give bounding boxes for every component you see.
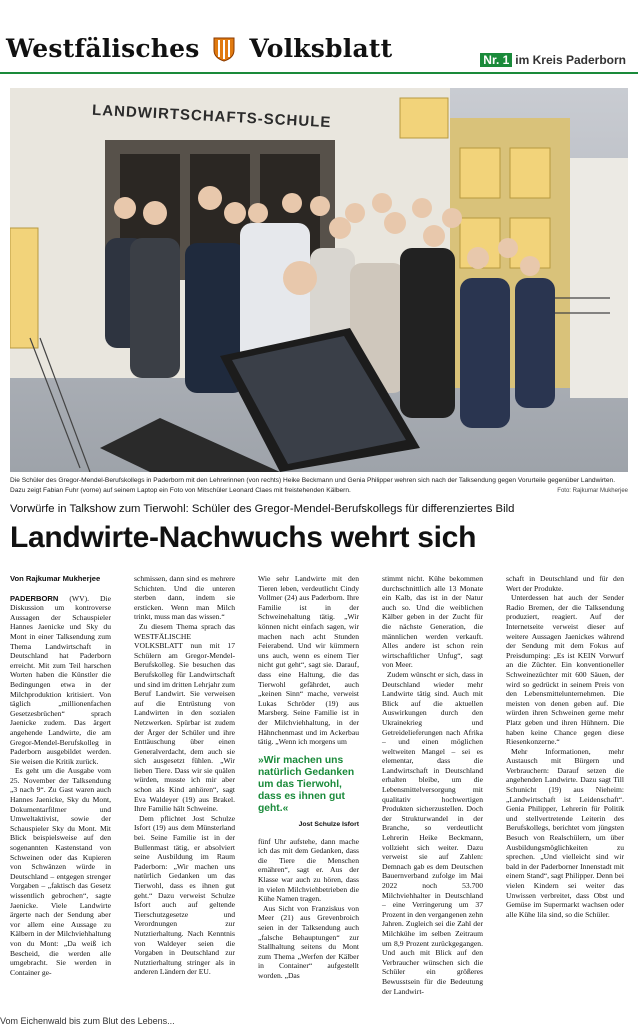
number-one-badge: Nr. 1 (480, 53, 512, 67)
title-right: Volksblatt (249, 34, 393, 63)
paragraph: Aus Sicht von Franziskus von Meer (21) aus Grevenbroich seien in der Talksendung auch „falsche Behauptungen“ zur Stallhaltung seitens du Mont zum Thema „Werfen der Kälber in Container“ aufgestellt worden. „Das (258, 903, 359, 980)
paragraph: Dem pflichtet Jost Schulze Isfort (19) aus dem Münsterland bei. Seine Familie ist in der Bullenmast tätig, er absolviert seine Ausbildung im Raum Paderborn: „Wir machen uns natürlich Gedanken um das Tierwohl, dass es ihnen gut geht.“ Dazu verweist Schulze Isfort auch auf geltende Tierschutzgesetze und Verordnungen zur Nutztierhaltung. Nach Kenntnis von Waldeyer seien die Vorgaben in Deutschland zur Nutztierhaltung stringer als in anderen Ländern der EU. (134, 813, 235, 977)
crest-icon (212, 36, 236, 62)
photo-caption: Die Schüler des Gregor-Mendel-Berufskollegs in Paderborn mit den Lehrerinnen (von rechts) Heike Beckmann und Genia Philipper wehren sich nach der Talksendung gegen Vorurteile gegenüber Landwirten. Dazu zeigt Fabian Fuhr (vorne) auf seinem Laptop ein Foto von Mitschüler Leonard Claes mit freistehenden Kälbern. (10, 477, 616, 494)
column-5 (506, 574, 624, 919)
paragraph: Wie sehr Landwirte mit den Tieren leben, verdeutlicht Cindy Vollmer (24) aus Paderborn. Ihre Familie ist in der Schweinehaltung tätig. „Wir können nicht einfach sagen, wir machen nach acht Stunden Feierabend. Und wir kümmern uns auch, wenn es einem Tier nicht gut geht“, sagt sie. Darauf, dass eine Haltung, die das Tierwohl gefährdet, auch „keinen Sinn“ mache, verweist Lukas Schröder (19) aus Marsberg. Seine Familie ist in der Milchviehhaltung, in der Hähnchenmast und im Ackerbau tätig. „Wenn ich morgens um (258, 574, 359, 747)
pull-quote-author: Jost Schulze Isfort (298, 820, 359, 828)
paragraph: Zudem wünscht er sich, dass in Deutschland wieder mehr Landwirte tätig sind. Auch mit Blick auf die aktuellen Auswirkungen durch den Ukrainekrieg und Getreidelieferungen nach Afrika – und einen möglichen weltweiten Mangel – sei es elementar, dass die Landwirtschaft in Deutschland erhalten bleibe, um die Lebensmittelversorgung mit qualitativ hochwertigen Produkten sicherzustellen. Doch der Strukturwandel in der Branche, so verdeutlicht Lehrerin Heike Beckmann, vollzieht sich weiter. Dazu verweist sie auf Zahlen: Demnach gab es dem Deutschen Bauernverband zufolge im Mai 2022 noch 53.700 Milchviehhalter in Deutschland – eine Verringerung um 37 Prozent in den vergangenen zehn Jahren. Zugleich sei die Zahl der Milchkühe im selben Zeitraum um 8,9 Prozent zurückgegangen. Und auch mit Blick auf den Verbraucher wünschen sich die Schüler ein größeres Bewusstsein für die Bedeutung der Landwirt- (382, 669, 483, 996)
paragraph: schaft in Deutschland und für den Wert der Produkte. (506, 574, 624, 593)
paragraph: Zu diesem Thema sprach das WESTFÄLISCHE VOLKSBLATT nun mit 17 Schülern am Gregor-Mendel-Berufskolleg. Sie besuchen das Berufskolleg für Landwirtschaft und sind im dritten Lehrjahr zum Beruf Landwirt. Sie verweisen auf die Entrüstung von Landwirten in den sozialen Netzwerken. Spürbar ist zudem der Ärger der Schüler und ihre Enttäuschung über einen Generalverdacht, dem auch sie sich ausgesetzt fühlen. „Wir lieben Tiere. Dass wir sie quälen würden, musste ich mir aber schon als Kind anhören“, sagt Eva Waldeyer (19) aus Brakel. Ihre Familie hält Schweine. (134, 621, 235, 814)
title-left: Westfälisches (6, 34, 200, 63)
masthead-rule (0, 72, 638, 74)
paragraph: stimmt nicht. Kühe bekommen durchschnittlich alle 13 Monate ein Kalb, das ist in der Natur auch so. Und die weiblichen Kälber geben in der Zucht für die nächste Generation, die männlichen werden verkauft. Alles andere ist schon rein wirtschaftlicher Unfug“, sagt von Meer. (382, 574, 483, 670)
column-3 (258, 574, 359, 981)
dateline: PADERBORN (10, 593, 59, 603)
paragraph: schmissen, dann sind es mehrere Schichten. Und die unteren sterben dann, indem sie ersticken. Wenn man Milch trinkt, muss man das wissen.“ (134, 574, 235, 622)
headline[interactable]: Landwirte-Nachwuchs wehrt sich (10, 521, 477, 554)
building-sign: LANDWIRTSCHAFTS-SCHULE (91, 101, 332, 132)
paragraph: fünf Uhr aufstehe, dann mache ich das mit dem Gedanken, dass die Tiere die Menschen ernähren“, sagt er. Aus der Klasse war auch zu hören, dass in vielen Milchviehbetrieben die Kühe Namen tragen. (258, 836, 359, 904)
pull-quote (258, 755, 359, 831)
pull-quote-text: »Wir machen uns natürlich Gedanken um das Tierwohl, dass es ihnen gut geht.« (258, 754, 355, 814)
region-text: im Kreis Paderborn (515, 53, 626, 67)
paragraph: Mehr Informationen, mehr Austausch mit Bürgern und Verbrauchern: Darauf setzen die angehenden Landwirte. Dazu sagt Till Schunicht (19) aus Nieheim: „Landwirtschaft ist Leidenschaft“. Genia Philipper, Lehrerin für Politik und stellvertretende Leiterin des Berufskollegs, berichtet vom jüngsten Besuch von Realschülern, um über Ausbildungsmöglichkeiten zu sprechen. „Und vielleicht sind wir bald in der Paderborner Innenstadt mit einem Stand“, sagt Philipper. Denn bei vielen Kindern sei weiter das Unwissen verbreitet, dass Obst und Gemüse im Supermarkt wachsen oder alle Kühe lila sind, so die Schüler. (506, 746, 624, 919)
column-1 (10, 574, 111, 977)
paragraph: Unterdessen hat auch der Sender Radio Bremen, der die Talksendung produziert, reagiert. Auf der Internetseite verweist dieser auf weitere Aussagen Jaenickes während der Sendung mit dem Fokus auf Preisdumping: „Es ist KEIN Vorwurf an die Züchter. Ein konventioneller Schweinezüchter mit 600 Säuen, der wird so gedrückt in seinem Preis von den Lebensmittelunternehmen. Die meisten von denen geben auf. Die würden ihren Schweinen gerne mehr Platz geben und ihren Hühnern. Die haben keine Chance gegen diese Riesenkonzerne.“ (506, 593, 624, 747)
newspaper-title[interactable] (6, 34, 392, 63)
paragraph (10, 594, 111, 767)
bottom-teaser[interactable]: Vom Eichenwald bis zum Blut des Lebens... (0, 1016, 175, 1024)
region-label (480, 53, 626, 67)
kicker: Vorwürfe in Talkshow zum Tierwohl: Schüler des Gregor-Mendel-Berufskollegs für differenziertes Bild (10, 503, 515, 515)
photo-credit: Foto: Rajkumar Mukherjee (557, 488, 628, 494)
column-4 (382, 574, 483, 996)
column-2 (134, 574, 235, 977)
masthead (0, 0, 638, 82)
paragraph: Es geht um die Ausgabe vom 25. November der Talksendung „3 nach 9“. Zu Gast waren auch Hannes Jaenicke, Sky du Mont, Dokumentarfilmer und Umweltaktivist, sowie der Schauspieler Sky du Mont. Mit Blick beispielsweise auf den sogenannten Kastenstand von Schweinen oder das Kupieren von Schwänzen würde in Deutschland – entgegen strenger Vorgaben – „faktisch das Gesetz wissentlich gebrochen“, sagte Jaenicke. Viele Landwirte ärgerte nach der Sendung aber vor allem eine Aussage zu Kälbern in der Milchviehhaltung von du Mont: „Da weiß ich Bescheid, die werden alle umgebracht. Sie werden in Container ge- (10, 766, 111, 977)
paragraph-text: (WV). Die Diskussion um kontroverse Aussagen der Schauspieler Hannes Jaenicke und Sky du Mont in einer Talksendung zum Thema Landwirtschaft in Deutschland hat Paderborn erreicht. Mit zum Teil harschen Worten haben die Künstler die Bedingungen etwa in der Milchproduktion kritisiert. Von täglich „millionenfachen Gesetzesbrüchen“ sprach Jaenicke zudem. Das ärgert angehende Landwirte, die am Gregor-Mendel-Berufskolleg in Paderborn ausgebildet werden. Sie weisen die Kritik zurück. (10, 593, 111, 766)
article-photo[interactable] (10, 88, 628, 472)
byline: Von Rajkumar Mukherjee (10, 574, 101, 583)
